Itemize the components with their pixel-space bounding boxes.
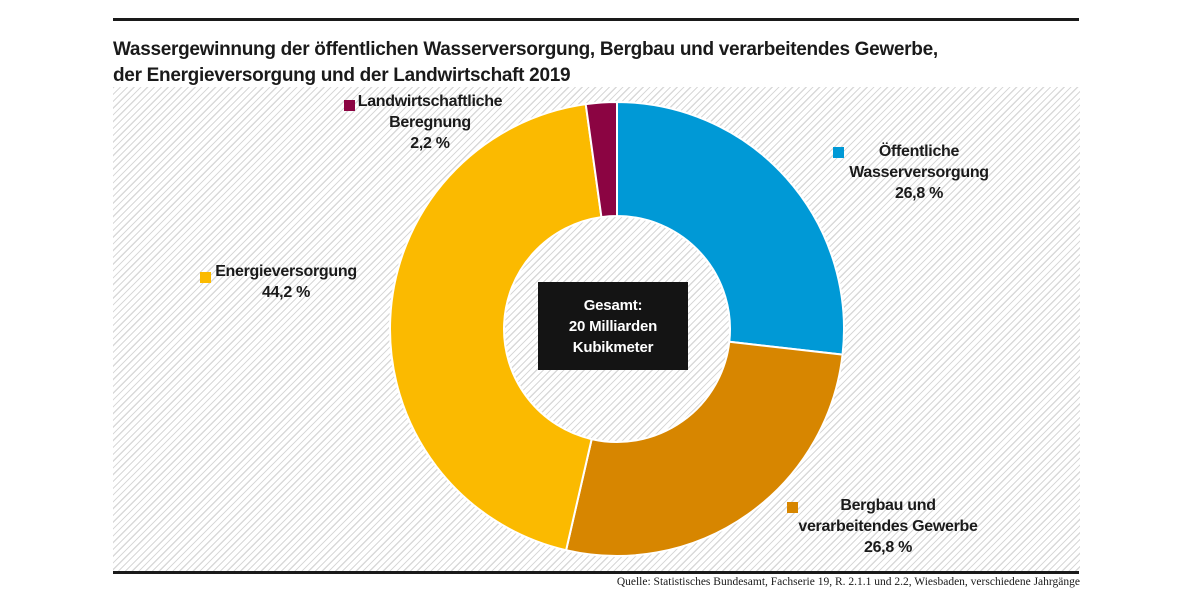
chart-title-line2: der Energieversorgung und der Landwirtschaft 2019 [113, 64, 571, 86]
callout-line: Öffentliche [878, 143, 960, 160]
total-label-line1: Gesamt: [583, 296, 643, 314]
chart-title [113, 37, 1093, 89]
total-label-line3: Kubikmeter [572, 338, 654, 356]
callout-line: Landwirtschaftliche [357, 93, 503, 110]
total-label-line2: 20 Milliarden [568, 317, 658, 335]
callout-landwirtschaftliche-beregnung [320, 91, 540, 154]
chart-title-line1: Wassergewinnung der öffentlichen Wasserversorgung, Bergbau und verarbeitendes Gewerbe, [113, 38, 938, 60]
top-rule [113, 18, 1079, 21]
callout-line: Beregnung [389, 114, 471, 131]
callout-value: 44,2 % [261, 284, 310, 301]
callout-value: 26,8 % [863, 539, 912, 556]
callout-line: Wasserversorgung [849, 164, 989, 181]
callout-energieversorgung [176, 261, 396, 303]
callout-line: Bergbau und [840, 497, 936, 514]
total-label-box [538, 282, 688, 370]
source-note: Quelle: Statistisches Bundesamt, Fachserie 19, R. 2.1.1 und 2.2, Wiesbaden, verschiedene Jahrgänge [616, 576, 1080, 588]
callout-line: verarbeitendes Gewerbe [798, 518, 978, 535]
callout-bergbau-verarbeitendes-gewerbe [778, 495, 998, 558]
bottom-rule [113, 571, 1079, 574]
callout-value: 26,8 % [894, 185, 943, 202]
chart-area [113, 87, 1080, 571]
callout-oeffentliche-wasserversorgung [809, 141, 1029, 204]
callout-value: 2,2 % [410, 135, 450, 152]
callout-line: Energieversorgung [215, 263, 357, 280]
